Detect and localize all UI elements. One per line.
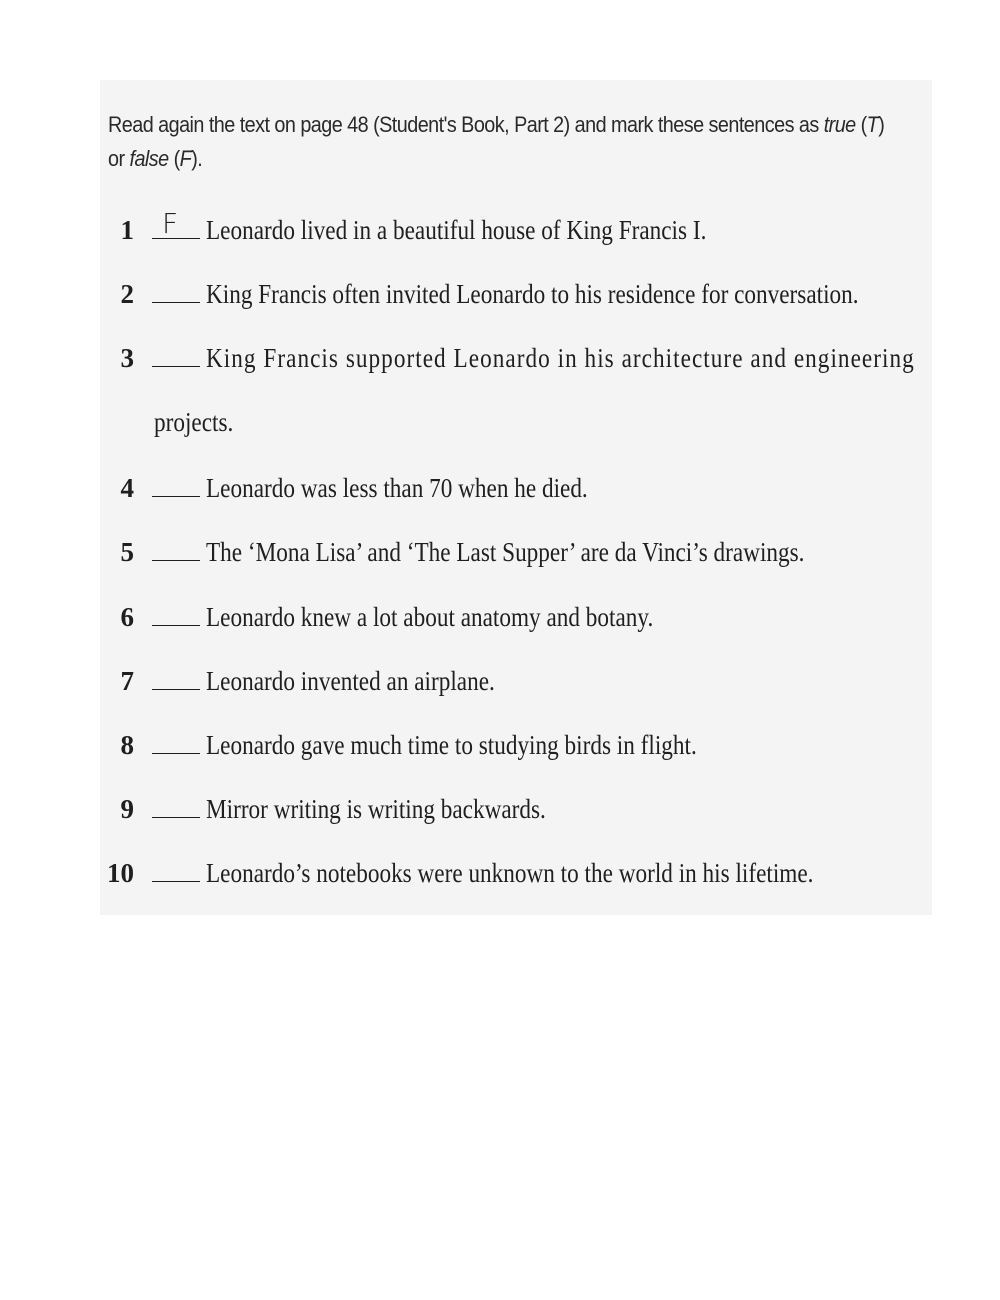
- answer-blank[interactable]: [152, 496, 200, 497]
- statement-text: Mirror writing is writing backwards.: [206, 794, 546, 824]
- statement-text: Leonardo was less than 70 when he died.: [206, 473, 588, 503]
- statement-continuation: projects.: [154, 407, 234, 437]
- statement-number: 6: [120, 602, 134, 632]
- statement-number: 10: [107, 858, 134, 888]
- statement-text: Leonardo invented an airplane.: [206, 666, 495, 696]
- instructions: [108, 108, 928, 176]
- statement-number: 8: [120, 730, 134, 760]
- answer-blank[interactable]: [152, 560, 200, 561]
- paren: (: [168, 146, 180, 171]
- statement-number: 9: [120, 794, 134, 824]
- answer-blank[interactable]: [152, 753, 200, 754]
- statement-number: 7: [120, 666, 134, 696]
- answer-blank[interactable]: [152, 689, 200, 690]
- true-word: true: [823, 112, 856, 137]
- false-word: false: [129, 146, 169, 171]
- statement-number: 2: [120, 279, 134, 309]
- answer-blank[interactable]: [152, 881, 200, 882]
- statement-number: 5: [120, 537, 134, 567]
- statement-text: Leonardo lived in a beautiful house of King Francis I.: [206, 215, 707, 245]
- statement-number: 3: [120, 343, 134, 373]
- instructions-text: Read again the text on page 48 (Student's Book, Part 2) and mark these sentences as: [108, 112, 824, 137]
- or-word: or: [108, 146, 130, 171]
- answer-blank[interactable]: [152, 625, 200, 626]
- answer-blank[interactable]: [152, 302, 200, 303]
- answer-value: F: [162, 207, 179, 240]
- statement-text: Leonardo knew a lot about anatomy and botany.: [206, 602, 654, 632]
- paren: (: [855, 112, 867, 137]
- answer-blank[interactable]: [152, 366, 200, 367]
- statement-text: Leonardo’s notebooks were unknown to the world in his lifetime.: [206, 858, 814, 888]
- t-letter: T: [866, 112, 879, 137]
- f-letter: F: [179, 146, 192, 171]
- statement-number: 4: [120, 473, 134, 503]
- statement-number: 1: [120, 215, 134, 245]
- paren: ).: [191, 146, 203, 171]
- answer-blank[interactable]: [152, 817, 200, 818]
- statement-text: The ‘Mona Lisa’ and ‘The Last Supper’ are da Vinci’s drawings.: [206, 537, 805, 567]
- statement-text: Leonardo gave much time to studying birds in flight.: [206, 730, 697, 760]
- statement-text: King Francis supported Leonardo in his architecture and engineering: [206, 343, 915, 373]
- statement-text: King Francis often invited Leonardo to his residence for conversation.: [206, 279, 859, 309]
- paren: ): [878, 112, 885, 137]
